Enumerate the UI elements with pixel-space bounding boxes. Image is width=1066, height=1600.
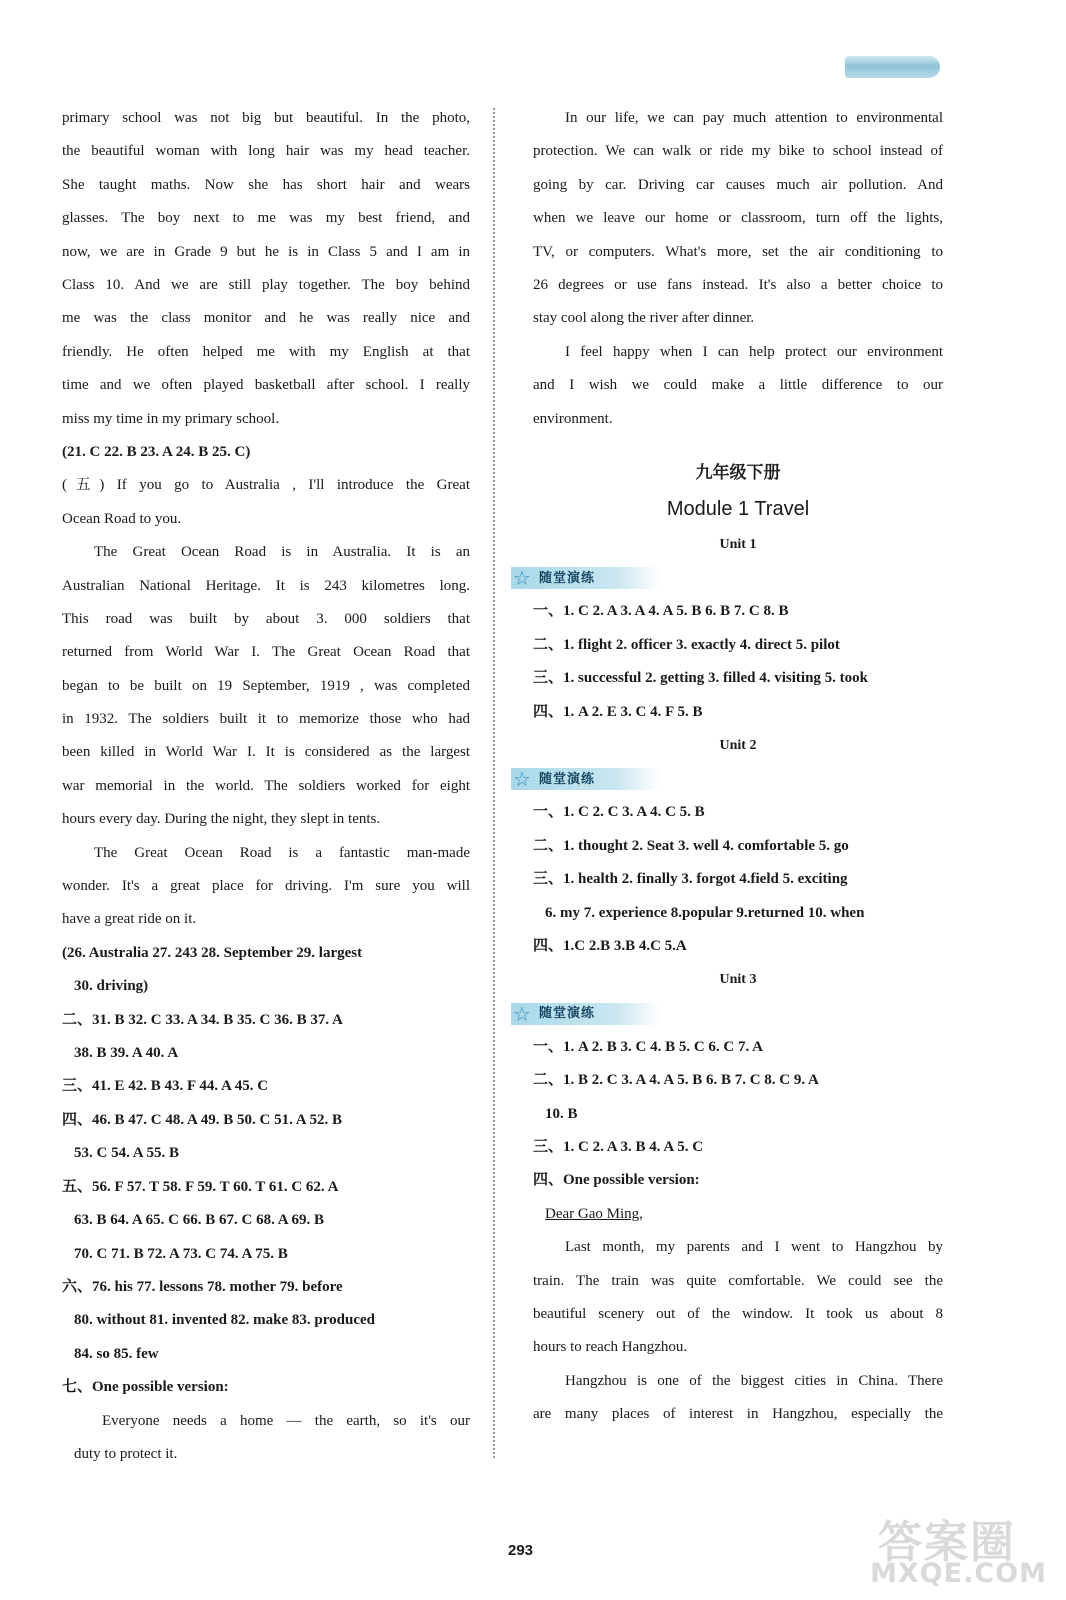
text-line: been killed in World War I. It is considered as the largest: [62, 744, 470, 761]
answer-line: 二、1. B 2. C 3. A 4. A 5. B 6. B 7. C 8. C 9. A: [533, 1072, 819, 1089]
header-decoration: [845, 56, 940, 78]
page-number: 293: [508, 1542, 534, 1559]
text-line: when we leave our home or classroom, turn off the lights,: [533, 210, 943, 227]
answer-line: 六、76. his 77. lessons 78. mother 79. before: [62, 1278, 343, 1295]
text-line: beautiful scenery out of the window. It took us about 8: [533, 1305, 943, 1322]
text-line: train. The train was quite comfortable. We could see the: [533, 1272, 943, 1289]
text-line: and I wish we could make a little difference to our: [533, 377, 943, 394]
unit-1-title: Unit 1: [719, 536, 757, 552]
answer-line: 一、1. A 2. B 3. C 4. B 5. C 6. C 7. A: [533, 1038, 764, 1055]
answer-line: 四、46. B 47. C 48. A 49. B 50. C 51. A 52. B: [62, 1111, 343, 1128]
answer-line: 6. my 7. experience 8.popular 9.returned 10. when: [545, 904, 865, 921]
answer-line: 二、1. flight 2. officer 3. exactly 4. direct 5. pilot: [533, 636, 840, 653]
text-line: in 1932. The soldiers built it to memorize those who had: [62, 711, 470, 728]
answer-line: 五、56. F 57. T 58. F 59. T 60. T 61. C 62. A: [62, 1178, 339, 1195]
text-line: the beautiful woman with long hair was my head teacher.: [62, 143, 470, 160]
text-line: Hangzhou is one of the biggest cities in China. There: [565, 1372, 943, 1389]
watermark-text: 答案圈: [878, 1517, 1016, 1568]
left-column: [62, 102, 470, 1471]
answer-line: 七、One possible version:: [62, 1379, 229, 1396]
answer-line: 70. C 71. B 72. A 73. C 74. A 75. B: [74, 1245, 288, 1262]
text-line: began to be built on 19 September, 1919 , was completed: [62, 677, 470, 694]
text-line: primary school was not big but beautiful. In the photo,: [62, 110, 470, 126]
text-line: (五) If you go to Australia , I'll introduce the Great: [62, 477, 470, 494]
answer-line: 三、1. health 2. finally 3. forgot 4.field 5. exciting: [533, 871, 848, 888]
answer-line: 80. without 81. invented 82. make 83. produced: [74, 1312, 375, 1329]
answer-line: 三、1. successful 2. getting 3. filled 4. visiting 5. took: [533, 670, 869, 687]
text-line: going by car. Driving car causes much air pollution. And: [533, 176, 943, 193]
site-watermark: [868, 1506, 1058, 1594]
text-line: She taught maths. Now she has short hair and wears: [62, 176, 470, 193]
text-line: Everyone needs a home — the earth, so it's our: [102, 1412, 470, 1429]
text-line: Australian National Heritage. It is 243 kilometres long.: [62, 577, 470, 594]
text-line: are many places of interest in Hangzhou, especially the: [533, 1406, 943, 1423]
unit-3-title: Unit 3: [719, 972, 757, 988]
answer-line: 四、1.C 2.B 3.B 4.C 5.A: [533, 937, 687, 954]
answer-line: 84. so 85. few: [74, 1345, 159, 1362]
text-line: hours every day. During the night, they slept in tents.: [62, 811, 381, 828]
answer-line: (26. Australia 27. 243 28. September 29. largest: [62, 944, 363, 961]
text-line: In our life, we can pay much attention to environmental: [565, 110, 943, 126]
answer-line: 四、One possible version:: [533, 1172, 700, 1189]
text-line: This road was built by about 3. 000 soldiers that: [62, 610, 470, 627]
answer-line: 三、1. C 2. A 3. B 4. A 5. C: [533, 1138, 704, 1155]
answer-line: 三、41. E 42. B 43. F 44. A 45. C: [62, 1078, 269, 1095]
answer-line: 10. B: [545, 1105, 578, 1122]
text-line: friendly. He often helped me with my English at that: [62, 343, 470, 360]
text-line: time and we often played basketball after school. I really: [62, 377, 470, 394]
text-line: The Great Ocean Road is in Australia. It is an: [94, 544, 470, 561]
answer-line: 四、1. A 2. E 3. C 4. F 5. B: [533, 703, 703, 720]
answer-line: 30. driving): [74, 978, 149, 995]
text-line: war memorial in the world. The soldiers worked for eight: [62, 777, 470, 794]
text-line: hours to reach Hangzhou.: [533, 1339, 688, 1356]
practice-banner: [511, 567, 661, 589]
text-line: stay cool along the river after dinner.: [533, 310, 755, 327]
unit-2-title: Unit 2: [719, 737, 757, 753]
answer-line: 63. B 64. A 65. C 66. B 67. C 68. A 69. B: [74, 1212, 325, 1229]
star-icon: ☆: [513, 1001, 531, 1026]
text-line: duty to protect it.: [74, 1445, 178, 1462]
answer-line: 二、31. B 32. C 33. A 34. B 35. C 36. B 37. A: [62, 1011, 343, 1028]
answer-line: 二、1. thought 2. Seat 3. well 4. comfortable 5. go: [533, 837, 849, 854]
module-title: Module 1 Travel: [666, 497, 810, 520]
text-line: protection. We can walk or ride my bike to school instead of: [533, 143, 943, 160]
text-line: miss my time in my primary school.: [62, 410, 280, 427]
practice-banner: [511, 768, 661, 790]
answer-line: 38. B 39. A 40. A: [74, 1045, 179, 1062]
text-line: now, we are in Grade 9 but he is in Class 5 and I am in: [62, 243, 470, 260]
answer-line: 一、1. C 2. C 3. A 4. C 5. B: [533, 804, 705, 821]
practice-banner: [511, 1003, 661, 1025]
text-line: me was the class monitor and he was really nice and: [62, 310, 470, 327]
text-line: Last month, my parents and I went to Hangzhou by: [565, 1239, 943, 1256]
grade-title: 九年级下册: [695, 462, 781, 483]
text-line: I feel happy when I can help protect our environment: [565, 343, 943, 360]
text-line: 26 degrees or use fans instead. It's also a better choice to: [533, 276, 943, 293]
text-line: wonder. It's a great place for driving. I'm sure you will: [62, 878, 470, 895]
column-divider: [493, 108, 495, 1458]
letter-salutation: Dear Gao Ming,: [545, 1205, 643, 1222]
banner-label: 随堂演练: [539, 771, 596, 787]
text-line: glasses. The boy next to me was my best friend, and: [62, 210, 470, 227]
text-line: The Great Ocean Road is a fantastic man-made: [94, 844, 470, 861]
answer-line: (21. C 22. B 23. A 24. B 25. C): [62, 443, 251, 460]
star-icon: ☆: [513, 767, 531, 792]
watermark-url: MXQE.COM: [870, 1558, 1047, 1589]
right-column: [513, 102, 943, 1432]
text-line: Ocean Road to you.: [62, 510, 182, 527]
banner-label: 随堂演练: [539, 570, 596, 586]
answer-line: 一、1. C 2. A 3. A 4. A 5. B 6. B 7. C 8. B: [533, 603, 789, 620]
text-line: TV, or computers. What's more, set the air conditioning to: [533, 243, 943, 260]
text-line: have a great ride on it.: [62, 911, 197, 928]
text-line: returned from World War I. The Great Ocean Road that: [62, 644, 470, 661]
text-line: environment.: [533, 410, 613, 427]
text-line: Class 10. And we are still play together. The boy behind: [62, 276, 470, 293]
banner-label: 随堂演练: [539, 1006, 596, 1022]
star-icon: ☆: [513, 566, 531, 591]
answer-line: 53. C 54. A 55. B: [74, 1145, 180, 1162]
